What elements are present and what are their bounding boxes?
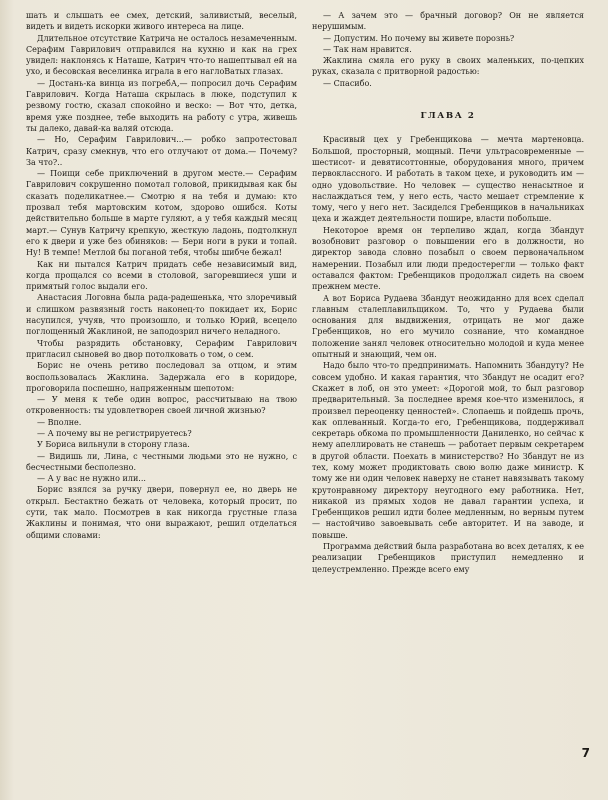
- right-column-chapter-text: [312, 134, 584, 575]
- paragraph: — Так нам нравится.: [323, 44, 412, 54]
- paragraph: — А у вас не нужно или...: [37, 474, 146, 484]
- paragraph: Как ни пытался Катрич придать себе независимый вид, когда прощался со всеми в столовой, загоревшиеся уши и примятый голос выдали его.: [26, 259, 297, 292]
- paragraph: — А зачем это — брачный договор? Он не является нерушимым.: [312, 11, 584, 32]
- paragraph: — Но, Серафим Гаврилович...— робко запротестовал Катрич, сразу смекнув, что его отлучают от дома.— Почему? За что?..: [26, 135, 297, 167]
- paragraph: — Видишь ли, Лина, с честными людьми это не нужно, с бесчестными бесполезно.: [26, 451, 297, 472]
- paragraph: Борис не очень ретиво последовал за отцом, и этим воспользовалась Жаклина. Задержала его в коридоре, проговорила поспешно, напряженным шепотом:: [26, 361, 297, 393]
- paragraph: А вот Бориса Рудаева Збандут неожиданно для всех сделал главным сталеплавильщиком. То, что у Рудаева были основания для выдвижения, отрицать не мог даже Гребенщиков, но его мучило сознание, что командное положение занял человек относительно молодой и куда менее опытный и знающий, чем он.: [312, 293, 584, 360]
- paragraph: Длительное отсутствие Катрича не осталось незамеченным. Серафим Гаврилович отправился на кухню и как на грех увидел: наклонясь к Наташе, Катрич что-то нашептывал ей на ухо, и бесовская веселинка играла в его наглоВатых глазах.: [26, 33, 297, 77]
- paragraph: — Спасибо.: [323, 78, 372, 88]
- paragraph: Жаклина смяла его руку в своих маленьких, по-цепких руках, сказала с притворной радостью:: [312, 56, 584, 77]
- paragraph: — Достань-ка винца из погребА,— попросил дочь Серафим Гаврилович. Когда Наташа скрылась в люке, подступил к резвому гостю, сказал спокойно и веско: — Вот что, детка, время уже позднее, тебе выходить на работу с утра, живешь ты далеко, давай-ка валяй отсюда.: [26, 78, 297, 133]
- right-column: [312, 10, 584, 575]
- paragraph: Анастасия Логовна была рада-радешенька, что злоречивый и слишком развязный гость наконец-то покидает их, Борис насупился, учуяв, что произошло, и только Юрий, всецело поглощенный Жаклиной, не заподозрил ничего неладного.: [26, 293, 297, 337]
- right-column-top-text: [312, 10, 584, 89]
- paragraph: Красивый цех у Гребенщикова — мечта мартеновца. Большой, просторный, мощный. Печи ультрасовременные — шестисот- и девятисоттонные, оборудования много, причем первоклассного. И работать в таком цехе, и руководить им — одно удовольствие. Но человек — существо ненасытное и наслаждаться тем, у него есть, часто мешает стремление к тому, чего у него нет. Засиделся Гребенщиков в начальниках цеха и жаждет деятельности пошире, власти побольше.: [312, 135, 584, 224]
- paragraph: Борис взялся за ручку двери, повернул ее, но дверь не открыл. Бестактно бежать от человека, который просит, по сути, так мало. Посмотрев в как никогда грустные глаза Жаклины и понимая, что они выражают, решил отделаться общими словами:: [26, 485, 297, 540]
- paragraph: Некоторое время он терпеливо ждал, когда Збандут возобновит разговор о повышении его в должности, но директор завода словно позабыл о своем первоначальном намерении. Позабыл или люди предостерегли — только факт оставался фактом: Гребенщиков продолжал сидеть на своем прежнем месте.: [312, 225, 584, 292]
- paragraph: Программа действий была разработана во всех деталях, к ее реализации Гребенщиков приступил немедленно и целеустремленно. Прежде всего ему: [312, 542, 584, 574]
- paragraph: шать и слышать ее смех, детский, заливистый, веселый, видеть и видеть искорки живого интереса на лице.: [26, 11, 297, 32]
- page-number: 7: [581, 746, 590, 760]
- paragraph: — Допустим. Но почему вы живете порознь?: [323, 33, 515, 43]
- paragraph: Чтобы разрядить обстановку, Серафим Гаврилович пригласил сыновей во двор потолковать о том, о сем.: [26, 338, 297, 359]
- chapter-heading: ГЛАВА 2: [420, 111, 476, 122]
- paragraph: — Вполне.: [37, 417, 82, 427]
- paragraph: — А почему вы не регистрируетесь?: [37, 428, 192, 438]
- paragraph: — У меня к тебе один вопрос, рассчитываю на твою откровенность: ты удовлетворен своей личной жизнью?: [26, 395, 297, 416]
- left-column: [26, 10, 297, 541]
- paragraph: Надо было что-то предпринимать. Напомнить Збандуту? Не совсем удобно. И какая гарантия, что Збандут не осадит его? Скажет в лоб, он это умеет: «Дорогой мой, то был разговор предварительный. За последнее время кое-что изменилось, я произвел переоценку ценностей». Слопаешь и пойдешь прочь, как оплеванный. Когда-то его, Гребенщикова, поддерживал секретарь обкома по промышленности Даниленко, но сейчас к нему апеллировать не станешь — работает первым секретарем в другой области. Поехать в министерство? Но Збандут не из тех, кому может продиктовать свою волю даже министр. К тому же ни один человек наверху не станет навязывать такому крутонравному директору неугодного ему работника. Нет, никакой из прямых ходов не давал гарантии успеха, и Гребенщиков решил идти более медленным, но верным путем — настойчиво завоевывать себе авторитет. И на заводе, и повыше.: [312, 361, 584, 540]
- paragraph: — Поищи себе приключений в другом месте.— Серафим Гаврилович сокрушенно помотал головой, прикидывая как бы сказать поделикатнее.— Смотрю я на тебя и думаю: кто прозвал тебя мартовским котом, здорово ошибся. Коты действительно больше в марте гуляют, а у тебя каждый месяц март.— Сунув Катричу крепкую, жесткую ладонь, подтолкнул его к двери и уже без обиняков: — Бери ноги в руки и топай. Ну! В темпе! Метлой бы поганой тебя, чтобы шибче бежал!: [26, 169, 297, 258]
- paragraph: У Бориса вильнули в сторону глаза.: [37, 440, 190, 450]
